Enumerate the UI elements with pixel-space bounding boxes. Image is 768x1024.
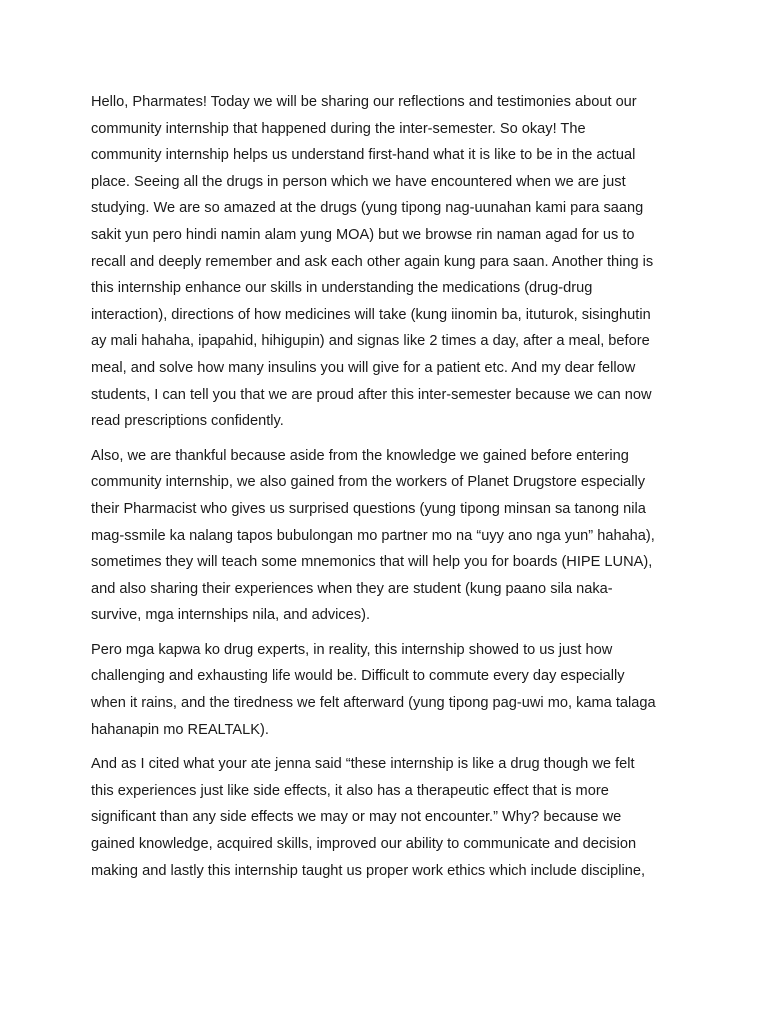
text-line: mag-ssmile ka nalang tapos bubulongan mo partner mo na “uyy ano nga yun” hahaha), [91,527,655,544]
text-line: recall and deeply remember and ask each other again kung para saan. Another thing is [91,253,654,270]
text-line: community internship, we also gained from the workers of Planet Drugstore especially [91,474,646,491]
text-line: hahanapin mo REALTALK). [91,721,269,738]
paragraph-reality [91,637,681,743]
document-body [91,89,681,892]
text-line: students, I can tell you that we are proud after this inter-semester because we can now [91,386,652,403]
text-line: interaction), directions of how medicines will take (kung iinomin ba, ituturok, sisinghutin [91,306,651,323]
text-line: read prescriptions confidently. [91,413,284,430]
text-line: community internship that happened during the inter-semester. So okay! The [91,120,586,137]
text-line: sakit yun pero hindi namin alam yung MOA) but we browse rin naman agad for us to [91,226,635,243]
text-line: sometimes they will teach some mnemonics that will help you for boards (HIPE LUNA), [91,554,653,571]
text-line: challenging and exhausting life would be. Difficult to commute every day especially [91,668,625,685]
text-line: their Pharmacist who gives us surprised questions (yung tipong minsan sa tanong nila [91,500,646,517]
text-line: gained knowledge, acquired skills, improved our ability to communicate and decision [91,836,637,853]
paragraph-thankful [91,443,681,629]
text-line: Hello, Pharmates! Today we will be sharing our reflections and testimonies about our [91,94,637,110]
text-line: survive, mga internships nila, and advices). [91,607,371,624]
text-line: Also, we are thankful because aside from the knowledge we gained before entering [91,447,629,464]
text-line: and also sharing their experiences when they are student (kung paano sila naka- [91,580,613,597]
text-line: making and lastly this internship taught us proper work ethics which include discipline, [91,862,646,879]
paragraph-conclusion [91,751,681,884]
text-line: this experiences just like side effects, it also has a therapeutic effect that is more [91,782,609,799]
text-line: place. Seeing all the drugs in person which we have encountered when we are just [91,173,626,190]
text-line: meal, and solve how many insulins you will give for a patient etc. And my dear fellow [91,359,636,376]
text-line: when it rains, and the tiredness we felt afterward (yung tipong pag-uwi mo, kama talaga [91,695,656,712]
paragraph-intro [91,89,681,435]
text-line: Pero mga kapwa ko drug experts, in reality, this internship showed to us just how [91,641,613,658]
text-line: ay mali hahaha, ipapahid, hihigupin) and signas like 2 times a day, after a meal, before [91,333,650,350]
text-line: studying. We are so amazed at the drugs (yung tipong nag-uunahan kami para saang [91,200,644,217]
text-line: significant than any side effects we may or may not encounter.” Why? because we [91,809,622,826]
text-line: And as I cited what your ate jenna said “these internship is like a drug though we felt [91,756,635,773]
text-line: this internship enhance our skills in understanding the medications (drug-drug [91,280,593,297]
text-line: community internship helps us understand first-hand what it is like to be in the actual [91,147,636,164]
